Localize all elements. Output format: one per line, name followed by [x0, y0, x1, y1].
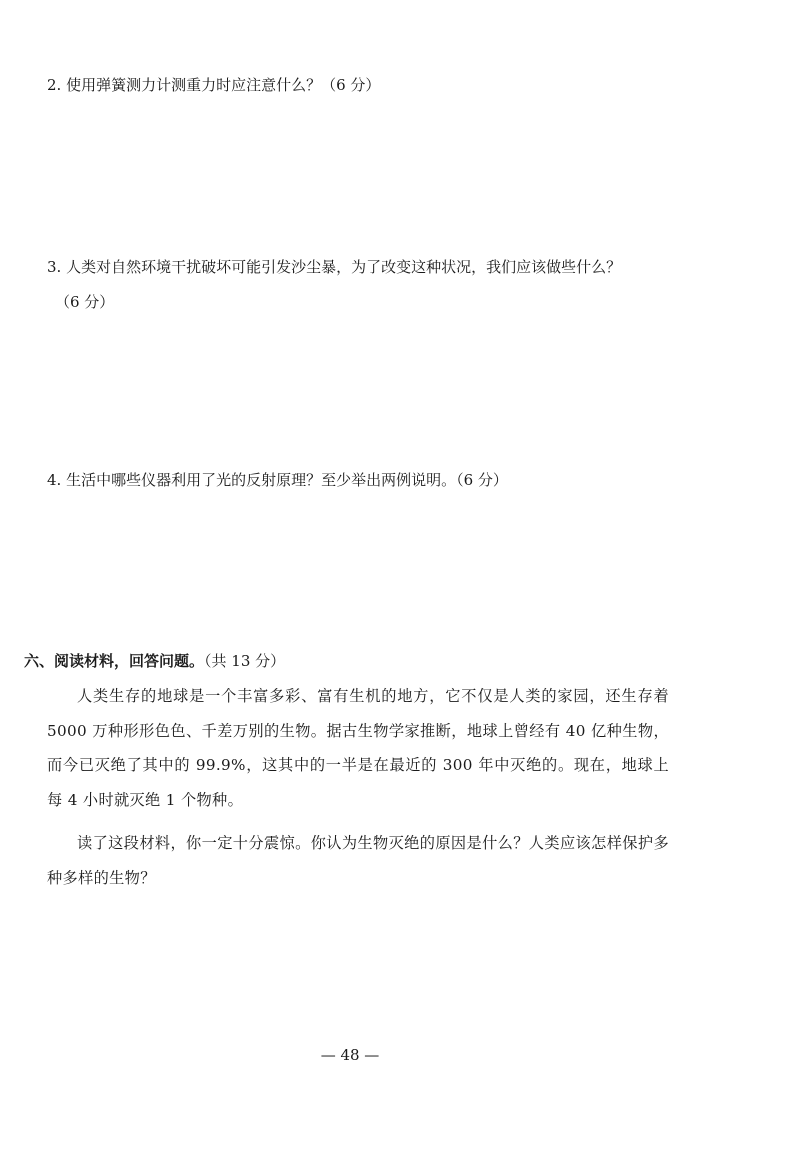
page-number: — 48 —	[320, 1046, 380, 1064]
question-3-points: （6 分）	[55, 293, 115, 311]
section-6-title: 六、阅读材料，回答问题。	[24, 652, 205, 670]
section-6-points: （共 13 分）	[204, 652, 286, 670]
reading-passage-paragraph-1: 人类生存的地球是一个丰富多彩、富有生机的地方，它不仅是人类的家园，还生存着 5000 万种形形色色、千差万别的生物。据古生物学家推断，地球上曾经有 40 亿种生物，而今已灭绝了其中的 99.9%，这其中的一半是在最近的 300 年中灭绝的。现在，地球上每 4 小时就灭绝 1 个物种。	[47, 687, 669, 809]
question-2: 2. 使用弹簧测力计测重力时应注意什么？（6 分）	[47, 76, 381, 94]
section-6-heading	[24, 651, 285, 671]
question-3: 3. 人类对自然环境干扰破坏可能引发沙尘暴，为了改变这种状况，我们应该做些什么？	[47, 258, 622, 276]
reading-passage-paragraph-2: 读了这段材料，你一定十分震惊。你认为生物灭绝的原因是什么？人类应该怎样保护多种多样的生物？	[47, 834, 669, 887]
question-4: 4. 生活中哪些仪器利用了光的反射原理？至少举出两例说明。（6 分）	[47, 471, 508, 489]
